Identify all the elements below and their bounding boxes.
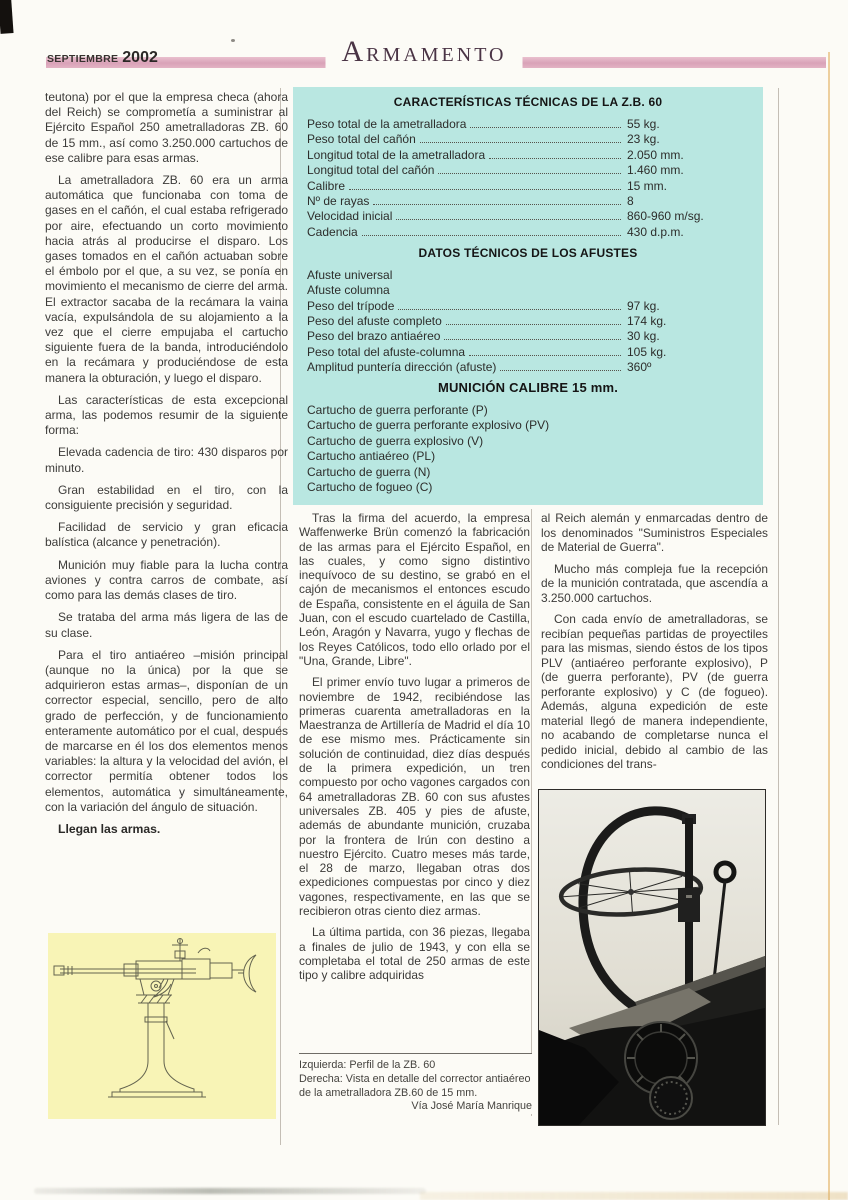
spec-label: Peso del trípode bbox=[307, 298, 395, 313]
caption-line: Izquierda: Perfil de la ZB. 60 bbox=[299, 1059, 436, 1071]
detail-photo-svg bbox=[539, 790, 765, 1125]
caption-rule bbox=[299, 1053, 532, 1054]
caption-line: Derecha: Vista en detalle del corrector antiaéreo de la ametralladora ZB.60 de 15 mm. bbox=[299, 1072, 531, 1099]
spec-row bbox=[307, 330, 749, 342]
spec-value: 30 kg. bbox=[627, 329, 660, 344]
paragraph: Facilidad de servicio y gran eficacia balística (alcance y penetración). bbox=[45, 520, 288, 550]
spec-label: Peso del brazo antiaéreo bbox=[307, 329, 441, 344]
spec-label: Velocidad inicial bbox=[307, 209, 393, 224]
paragraph: al Reich alemán y enmarcadas dentro de los denominados "Suministros Especiales de Material de Guerra". bbox=[541, 511, 768, 554]
photo-caption bbox=[299, 1053, 532, 1114]
dot-leader bbox=[349, 189, 621, 190]
spec-value: 860-960 m/sg. bbox=[627, 209, 704, 224]
dot-leader bbox=[362, 235, 621, 236]
spec-value: 8 bbox=[627, 193, 634, 208]
spec-row bbox=[307, 404, 749, 416]
gun-drawing-panel bbox=[48, 933, 276, 1119]
spec-row bbox=[307, 226, 749, 238]
page-title: ARMAMENTO bbox=[326, 36, 523, 71]
spec-value: 2.050 mm. bbox=[627, 147, 684, 162]
spec-label: Peso total del afuste-columna bbox=[307, 344, 466, 359]
caption-credit: Vía José María Manrique bbox=[411, 1100, 532, 1113]
dot-leader bbox=[396, 219, 621, 220]
paragraph: Gran estabilidad en el tiro, con la consiguiente precisión y seguridad. bbox=[45, 482, 288, 513]
scan-bottom-edge bbox=[420, 1192, 848, 1200]
subheading: Llegan las armas. bbox=[58, 821, 161, 836]
spec-label: Longitud total del cañón bbox=[307, 163, 435, 178]
spec-section-title: MUNICIÓN CALIBRE 15 mm. bbox=[437, 380, 619, 396]
dot-leader bbox=[444, 339, 621, 340]
paragraph: Elevada cadencia de tiro: 430 disparos por minuto. bbox=[45, 445, 288, 475]
issue-date bbox=[47, 49, 158, 67]
spec-label: Cartucho de guerra perforante (P) bbox=[307, 403, 488, 418]
spec-row bbox=[307, 419, 749, 431]
column-left bbox=[45, 90, 288, 837]
scan-bottom-smudge bbox=[34, 1188, 426, 1194]
dot-leader bbox=[470, 127, 621, 128]
dot-leader bbox=[420, 142, 621, 143]
paragraph: Para el tiro antiaéreo –misión principal (aunque no la única) por la que se adquirieron estas armas–, disponían de un corrector especial, sencillo, pero de alto grado de perfección, y de funcionamiento enteramente automático por el cual, después de marcarse en él los dos elementos menos variables: la altura y la velocidad del avión, el corrector permitía obtener todos los elementos, automática y simultáneamente, con la variación del ángulo de situación. bbox=[45, 647, 288, 814]
detail-photo bbox=[538, 789, 766, 1126]
spec-row bbox=[307, 210, 749, 222]
spec-label: Cadencia bbox=[307, 224, 358, 239]
spec-label: Afuste universal bbox=[307, 267, 393, 282]
paragraph: Se trataba del arma más ligera de las de su clase. bbox=[45, 610, 288, 640]
spec-value: 105 kg. bbox=[627, 344, 667, 359]
paragraph: Con cada envío de ametralladoras, se recibían pequeñas partidas de proyectiles para las mismas, siendo éstos de los tipos PLV (antiaéreo perforante explosivo), P (de guerra perforante), PV (de guerra perforante explosivo) y C (de fogueo). Además, alguna expedición de este material llegó de manera independiente, no acabando de completarse nunca el pedido inicial, debido al cambio de las condiciones del trans- bbox=[541, 612, 768, 771]
paragraph: La última partida, con 36 piezas, llegaba a finales de julio de 1943, y con ella se completaba el total de 250 armas de este tipo y calibre adquiridas bbox=[299, 925, 530, 983]
spec-row bbox=[307, 284, 749, 296]
paragraph: La ametralladora ZB. 60 era un arma automática que funcionaba con toma de gases en el cañón, el cual estaba refrigerado por aire, efectuando un corto movimiento hacia atrás al producirse el disparo. Los gases tomados en el cañón actuaban sobre el émbolo por el que, a su vez, se ponía en movimiento el mecanismo de cierre del arma. El extractor sacaba de la recámara la vaina vacía, expulsándola de su alojamiento a la vez que el cierre empujaba el cartucho siguiente fuera de la banda, introduciéndolo en la recámara y produciéndose de esta manera la obturación, y luego el disparo. bbox=[45, 173, 288, 385]
spec-row bbox=[307, 164, 749, 176]
spec-label: Calibre bbox=[307, 178, 346, 193]
spec-row bbox=[307, 149, 749, 161]
dot-leader bbox=[373, 204, 621, 205]
spec-label: Cartucho antiaéreo (PL) bbox=[307, 449, 436, 464]
spec-label: Cartucho de guerra (N) bbox=[307, 464, 431, 479]
dot-leader bbox=[500, 370, 621, 371]
spec-label: Longitud total de la ametralladora bbox=[307, 147, 486, 162]
spec-value: 23 kg. bbox=[627, 132, 660, 147]
spec-row bbox=[307, 133, 749, 145]
spec-label: Peso del afuste completo bbox=[307, 313, 442, 328]
spec-row bbox=[307, 361, 749, 373]
spec-row bbox=[307, 346, 749, 358]
issue-year: 2002 bbox=[122, 49, 158, 66]
dot-leader bbox=[489, 158, 621, 159]
spec-label: Afuste columna bbox=[307, 283, 390, 298]
spec-value: 430 d.p.m. bbox=[627, 224, 684, 239]
spec-row bbox=[307, 269, 749, 281]
spec-row bbox=[307, 118, 749, 130]
spec-value: 97 kg. bbox=[627, 298, 660, 313]
dot-leader bbox=[446, 324, 621, 325]
paragraph: Munición muy fiable para la lucha contra aviones y contra carros de combate, así como para las demás clases de tiro. bbox=[45, 557, 288, 603]
spec-label: Amplitud puntería dirección (afuste) bbox=[307, 360, 497, 375]
spec-row bbox=[307, 450, 749, 462]
spec-label: Peso total de la ametralladora bbox=[307, 117, 467, 131]
issue-month: SEPTIEMBRE bbox=[47, 53, 119, 65]
column-rule-middle bbox=[531, 509, 532, 1116]
paragraph: El primer envío tuvo lugar a primeros de noviembre de 1942, recibiéndose las primeras cuarenta ametralladoras en la Maestranza de Artillería de Madrid el día 10 de ese mismo mes. Prácticamente sin solución de continuidad, diez días después de la primera expedición, un tren compuesto por ocho vagones cargados con 64 ametralladoras ZB. 60 con sus afustes universales ZB. 405 y pies de afuste, además de abundante munición, cruzaba por la frontera de Irún con destino a nuestro Ejército. Cuatro meses más tarde, el 28 de marzo, llegaban otras dos expediciones compuestas por cinco y diez vagones, respectivamente, en las que se recibieron otras ciento diez armas. bbox=[299, 675, 530, 919]
scan-corner-mark bbox=[0, 0, 14, 34]
dot-leader bbox=[469, 355, 621, 356]
paragraph: Tras la firma del acuerdo, la empresa Waffenwerke Brün comenzó la fabricación de las armas para el Ejército Español, en las cuales, y como signo distintivo inequívoco de su destino, se grabó en el cajón de mecanismos el entonces escudo de España, consistente en el águila de San Juan, con el escudo cuartelado de Castilla, León, Aragón y Navarra, yugo y flechas de los Reyes Católicos, todo ello orlado por el "Una, Grande, Libre". bbox=[299, 511, 530, 668]
column-rule-right bbox=[778, 88, 779, 1125]
spec-row bbox=[307, 315, 749, 327]
spec-label: Peso total del cañón bbox=[307, 132, 416, 147]
spec-value: 15 mm. bbox=[627, 178, 668, 193]
spec-row bbox=[307, 195, 749, 207]
column-middle bbox=[299, 511, 530, 990]
spec-value: 360º bbox=[627, 360, 652, 375]
spec-row bbox=[307, 300, 749, 312]
paragraph: Mucho más compleja fue la recepción de la munición contratada, que ascendía a 3.250.000 cartuchos. bbox=[541, 561, 768, 605]
spec-box bbox=[293, 87, 763, 505]
column-right bbox=[541, 511, 768, 779]
spec-row bbox=[307, 481, 749, 493]
spec-row bbox=[307, 435, 749, 447]
spec-section-title: DATOS TÉCNICOS DE LOS AFUSTES bbox=[418, 245, 638, 260]
spec-value: 174 kg. bbox=[627, 313, 667, 328]
spec-label: Nº de rayas bbox=[307, 193, 370, 208]
spec-label: Cartucho de guerra explosivo (V) bbox=[307, 433, 484, 448]
page-edge-line bbox=[828, 52, 830, 1200]
spec-row bbox=[307, 180, 749, 192]
dot-leader bbox=[438, 173, 621, 174]
dot-leader bbox=[398, 309, 621, 310]
scan-speck bbox=[231, 39, 235, 42]
spec-value: 1.460 mm. bbox=[627, 163, 684, 178]
spec-value: 55 kg. bbox=[627, 117, 660, 131]
gun-drawing-svg bbox=[48, 933, 276, 1119]
spec-label: Cartucho de fogueo (C) bbox=[307, 480, 433, 495]
paragraph: teutona) por el que la empresa checa (ahora del Reich) se comprometía a suministrar al Ejército Español 250 ametralladoras ZB. 60 de 15 mm., así como 3.250.000 cartuchos de ese calibre para esas armas. bbox=[45, 90, 288, 165]
spec-section-title: CARACTERÍSTICAS TÉCNICAS DE LA Z.B. 60 bbox=[393, 95, 663, 109]
paragraph: Las características de esta excepcional arma, las podemos resumir de la siguiente forma: bbox=[45, 392, 288, 438]
spec-row bbox=[307, 466, 749, 478]
spec-label: Cartucho de guerra perforante explosivo (PV) bbox=[307, 418, 550, 433]
